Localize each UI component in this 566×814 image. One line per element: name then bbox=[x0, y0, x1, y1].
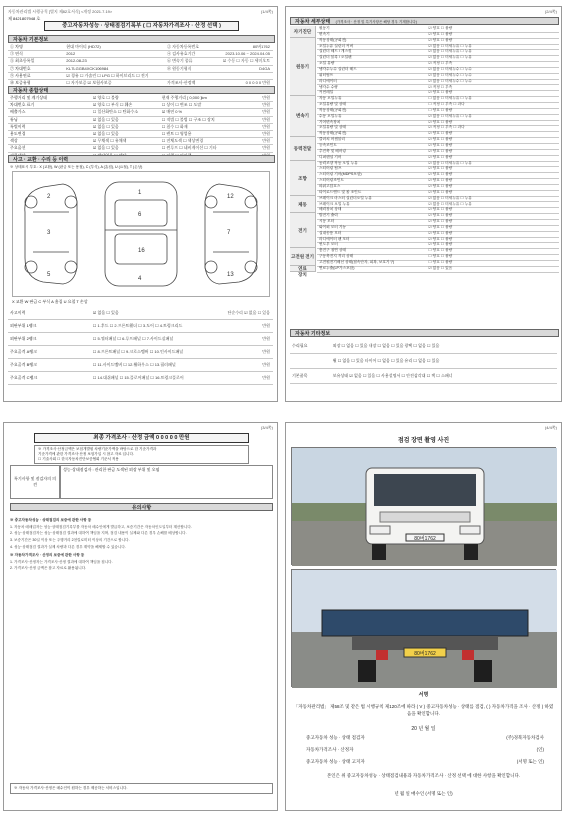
detail-item-status: ☑ 양호 ☐ 불량 bbox=[428, 37, 453, 42]
detail-item-label: 발전기 출력 bbox=[319, 213, 338, 218]
detail-item-status: ☑ 적정 ☐ 부족 ☐ 과다 bbox=[428, 125, 465, 130]
summary-detail: ☐ 상이 ☐ 변조 ☐ 도말 bbox=[161, 102, 202, 108]
signatory-role: 중고자동차 성능 · 상태 점검자 bbox=[306, 735, 365, 740]
vehicle-info-table bbox=[8, 44, 273, 87]
detail-item-label: 스티어링 펌프 bbox=[319, 166, 342, 171]
summary-label: 튜닝 bbox=[10, 116, 18, 122]
signatory-name: (주)경북자동차검사 bbox=[506, 735, 544, 740]
accident-note: ※ 상태표시 부호 : X (교환), W (판금 또는 용접), C (부식), A (흠집), U (요철), T (손상) bbox=[10, 165, 143, 169]
summary-row bbox=[8, 145, 273, 152]
vehicle-info-row bbox=[8, 58, 273, 65]
summary-detail: ☐ 렌트 ☐ 영업용 bbox=[161, 130, 192, 136]
summary-label: 특별이력 bbox=[10, 123, 26, 129]
field-value: KL7LGGB4XCK106984 bbox=[66, 65, 109, 71]
detail-item-label: 실린더 헤드 / 개스킷 bbox=[319, 49, 352, 54]
detail-row bbox=[317, 266, 559, 273]
accident-value-2: 단순수리 ☑ 없음 ☐ 있음 bbox=[227, 310, 270, 315]
page-2 bbox=[285, 6, 562, 402]
field-label-2: ② 자동차등록번호 bbox=[167, 44, 200, 49]
footer-note: ※ 자동차 가격조사·산정은 매수인이 원하는 경우 제공하는 서비스입니다. bbox=[10, 783, 273, 794]
detail-item-label: 시동 모터 bbox=[319, 219, 335, 224]
field-label: ⑦ 차대번호 bbox=[10, 65, 31, 71]
detail-item-label: 오일유량 및 상태 bbox=[319, 102, 346, 107]
price-note-line: 기준가격에 관한 가격조사·산정 보험가입 시 참고 자료 입니다. bbox=[38, 452, 134, 456]
detail-item-status: ☑ 없음 ☐ 미세누수 ☐ 누수 bbox=[428, 72, 472, 77]
final-price-title: 최종 가격조사 · 산정 금액 0 0 0 0 0 만원 bbox=[34, 433, 249, 443]
summary-price: 만원 bbox=[262, 123, 270, 129]
field-label-2: ⑧ 원동기형식 bbox=[167, 65, 192, 71]
signatory-role: 중고자동차 성능 · 상태 고지자 bbox=[306, 759, 365, 764]
detail-item-status: ☑ 양호 ☐ 불량 bbox=[428, 230, 453, 235]
other-info-section: 자동차 기타정보 bbox=[290, 329, 559, 337]
category-label: 제동 bbox=[290, 196, 316, 214]
field-label-2: ⑥ 변속기 종류 bbox=[167, 58, 193, 64]
summary-label: 용도변경 bbox=[10, 130, 26, 136]
summary-check: ☑ 없음 ☐ 있음 bbox=[92, 116, 119, 122]
accident-label: 주요골격 A랭크 bbox=[10, 349, 37, 354]
form-title: 중고자동차성능 · 상태점검기록부 ( ☐ 자동차가격조사 · 산정 선택 ) bbox=[44, 21, 239, 31]
summary-label: 차대번호 표기 bbox=[10, 102, 35, 108]
signatory-row bbox=[296, 759, 554, 771]
field-value-2: D4GA bbox=[259, 65, 270, 71]
category-label: 자기진단 bbox=[290, 26, 316, 38]
category-label: 연료 bbox=[290, 266, 316, 272]
signatory-name: (인) bbox=[536, 747, 544, 752]
detail-item-label: 오일누유 실린더 커버 bbox=[319, 43, 354, 48]
note-line: 3. 보증기간은 30일 이상 또는 주행거리 2천킬로미터 이상의 기간으로 합니다. bbox=[10, 538, 130, 543]
summary-price: 만원 bbox=[262, 130, 270, 136]
field-label: ⑩ 보증유형 bbox=[10, 79, 31, 85]
svg-text:7: 7 bbox=[227, 230, 231, 236]
signatory-row bbox=[296, 735, 554, 747]
summary-check: ☑ 없음 ☐ 있음 bbox=[92, 145, 119, 151]
category-label: 전기 bbox=[290, 213, 316, 248]
field-value-2: 80버1762 bbox=[252, 44, 270, 49]
front-plate-text: 80버1762 bbox=[414, 536, 436, 542]
detail-item-status: ☑ 없음 ☐ 미세누유 ☐ 누유 bbox=[428, 49, 472, 54]
rear-plate-text: 80버1762 bbox=[414, 651, 436, 657]
accident-row bbox=[8, 346, 273, 359]
accident-value: ☐ 14.대쉬패널 ☐ 15.플로어패널 ☐ 16.트렁크플로어 bbox=[92, 375, 184, 380]
detail-item-status: ☑ 적정 ☐ 부족 bbox=[428, 84, 453, 89]
other-info-row bbox=[290, 369, 557, 384]
summary-row bbox=[8, 124, 273, 131]
detail-item-status: ☑ 양호 ☐ 불량 bbox=[428, 154, 453, 159]
category-label: 조향 bbox=[290, 161, 316, 196]
accident-label: 외판부위 1랭크 bbox=[10, 323, 37, 328]
field-value: ☑ 경유 ☐ 가솔린 ☐ LPG ☐ 하이브리드 ☐ 전기 bbox=[66, 72, 149, 78]
notes-title: 유의사항 bbox=[10, 503, 273, 511]
accident-label: 주요골격 C랭크 bbox=[10, 375, 38, 380]
notes-text bbox=[10, 515, 271, 775]
detail-item-label: 디퍼렌셜 기어 bbox=[319, 154, 342, 159]
detail-item-status: ☐ 양호 ☐ 불량 bbox=[428, 254, 453, 259]
summary-detail: 현재 주행거리 [ 0,000 ]km bbox=[161, 95, 207, 100]
field-value-2: 0 0 0 0 0 만원 bbox=[245, 79, 270, 85]
accident-row bbox=[8, 333, 273, 346]
field-label-2: 가격조사·산정액 bbox=[167, 79, 196, 85]
photo-section-title: 점검 장면 촬영 사진 bbox=[397, 438, 450, 444]
detail-item-label: 실린더 블록 / 오일팬 bbox=[319, 55, 352, 60]
signatory-name: (서명 또는 인) bbox=[516, 759, 544, 764]
detail-item-label: 연료누출(LP가스포함) bbox=[319, 265, 355, 270]
svg-text:5: 5 bbox=[47, 272, 51, 278]
summary-table bbox=[8, 95, 273, 160]
summary-row bbox=[8, 109, 273, 116]
buyer-confirmation: 본인은 위 중고자동차성능 · 상태점검내용과 자동차가격조사 · 산정 선택 에 대한 사항을 확인합니다. bbox=[326, 773, 521, 778]
detail-item-status: ☐ 양호 ☐ 불량 bbox=[428, 248, 453, 253]
detail-item-label: 실내송풍 모터 bbox=[319, 230, 342, 235]
special-label: 특기사항 및 점검자의 의견 bbox=[10, 465, 60, 499]
accident-section: 사고 · 교환 · 수리 등 이력 bbox=[8, 155, 275, 163]
detail-item-status: ☑ 양호 ☐ 불량 bbox=[428, 31, 453, 36]
sign-title: 서명 bbox=[418, 692, 429, 698]
page-4 bbox=[285, 422, 562, 811]
detail-item-label: 커먼레일 bbox=[319, 90, 334, 95]
accident-value-2: 만원 bbox=[262, 375, 270, 380]
truck-rear-image bbox=[292, 570, 557, 688]
detail-item-label: 냉각수 수량 bbox=[319, 84, 338, 89]
summary-detail: ☐ 침수 ☐ 화재 bbox=[161, 123, 188, 129]
detail-item-label: 충전구 절연 상태 bbox=[319, 248, 346, 253]
detail-item-label: 고전원전기배선 상태(접속단자, 피복, 보호기구) bbox=[319, 260, 395, 264]
detail-item-status: ☐ 양호 ☐ 불량 bbox=[428, 260, 453, 264]
detail-item-status: ☑ 양호 ☐ 불량 bbox=[428, 219, 453, 224]
summary-price: 만원 bbox=[262, 102, 270, 108]
summary-check: ☑ 양호 ☐ 부식 ☐ 훼손 bbox=[92, 102, 133, 108]
accident-value: ☐ 8.프론트패널 ☐ 9.크로스멤버 ☐ 10.인사이드패널 bbox=[92, 349, 184, 354]
page-1 bbox=[3, 6, 278, 402]
other-value: 보유상태 ☑ 없음 ☐ 있음 ☐ 사용설명서 ☐ 안전삼각대 ☐ 잭 ☐ 스패너 bbox=[332, 373, 453, 378]
diagram-legend: X 교환 W 판금 C 부식 A 흠집 U 요철 T 손상 bbox=[12, 299, 88, 304]
svg-text:13: 13 bbox=[227, 272, 234, 278]
page-number: (4/4쪽) bbox=[544, 425, 557, 430]
detail-item-status: ☑ 없음 ☐ 미세누수 ☐ 누수 bbox=[428, 78, 472, 83]
page-number: (3/4쪽) bbox=[260, 425, 273, 430]
accident-value: ☐ 5.쿼터패널 ☐ 6.루프패널 ☐ 7.사이드실패널 bbox=[92, 336, 174, 341]
field-label: ⑤ 최초등록일 bbox=[10, 58, 35, 64]
svg-text:12: 12 bbox=[227, 194, 234, 200]
other-info-table bbox=[290, 339, 557, 384]
summary-row bbox=[8, 102, 273, 109]
accident-row bbox=[8, 320, 273, 333]
detail-item-label: 기어변속장치 bbox=[319, 119, 341, 124]
summary-detail: ☐ 전체도색 ☐ 색상변경 bbox=[161, 138, 204, 144]
detail-item-label: 작동상태(공회전) bbox=[319, 37, 347, 42]
vehicle-info-row bbox=[8, 73, 273, 80]
summary-section: 자동차 종합상태 bbox=[8, 86, 275, 94]
svg-text:4: 4 bbox=[138, 276, 142, 282]
page-3 bbox=[3, 422, 278, 811]
detail-item-label: 클러치 어셈블리 bbox=[319, 137, 345, 142]
summary-label: 색상 bbox=[10, 138, 18, 144]
category-label: 고전원 전기장치 bbox=[290, 248, 316, 266]
detail-item-status: ☑ 양호 ☐ 불량 bbox=[428, 224, 453, 229]
field-label: ① 차명 bbox=[10, 44, 23, 49]
detail-item-label: 라디에이터 bbox=[319, 78, 337, 83]
page-number: (2/4쪽) bbox=[544, 9, 557, 14]
detail-item-status: ☐ 양호 ☐ 불량 bbox=[428, 107, 453, 112]
detail-item-status: ☐ 적정 ☐ 부족 ☐ 과다 bbox=[428, 102, 465, 107]
detail-section bbox=[290, 17, 559, 25]
accident-row bbox=[8, 359, 273, 372]
detail-item-label: 배력장치 상태 bbox=[319, 207, 342, 212]
accident-row bbox=[8, 372, 273, 385]
summary-row bbox=[8, 117, 273, 124]
sign-date: 20 년 월 일 bbox=[411, 726, 436, 732]
category-label: 변속기 bbox=[290, 96, 316, 137]
detail-item-label: 냉각수누수 실린더 헤드 bbox=[319, 66, 357, 71]
accident-value-2: 만원 bbox=[262, 362, 270, 367]
buyer-signature-line: 년 월 일 매수인 (서명 또는 인) bbox=[394, 791, 453, 796]
detail-item-label: 와이퍼 모터 기능 bbox=[319, 224, 346, 229]
vehicle-info-section: 자동차 기본정보 bbox=[8, 35, 275, 43]
detail-item-label: 원동기 bbox=[319, 26, 330, 30]
svg-text:1: 1 bbox=[138, 190, 142, 196]
detail-item-status: ☑ 없음 ☐ 미세누유 ☐ 누유 bbox=[428, 43, 472, 48]
signatory-row bbox=[296, 747, 554, 759]
detail-section-title: 자동차 세부상태 bbox=[295, 19, 331, 25]
detail-item-status: ☑ 없음 ☐ 미세누유 ☐ 누유 bbox=[428, 160, 472, 165]
summary-detail: ☐ 적법 ☐ 불법 ☐ 구조 ☐ 장치 bbox=[161, 116, 215, 122]
other-info-row bbox=[290, 354, 557, 369]
summary-check: ☑ 없음 ☐ 있음 bbox=[92, 123, 119, 129]
summary-price: 만원 bbox=[262, 116, 270, 122]
special-text: 성능·상태점검자 : 관리한 판금 도색된 외장 부위 및 오염 bbox=[60, 465, 273, 499]
detail-item-status: ☑ 양호 ☐ 불량 bbox=[428, 148, 453, 153]
accident-value-2: 만원 bbox=[262, 323, 270, 328]
accident-label: 주요골격 B랭크 bbox=[10, 362, 37, 367]
detail-item-status: ☑ 양호 ☐ 불량 bbox=[428, 166, 453, 171]
document-number: 제 8421807948 호 bbox=[8, 16, 41, 21]
detail-item-status: ☑ 양호 ☐ 불량 bbox=[428, 189, 453, 194]
accident-value: ☐ 1.후드 ☐ 2.프론트휀더 ☐ 3.도어 ☐ 4.트렁크리드 bbox=[92, 323, 183, 328]
vehicle-info-row bbox=[8, 66, 273, 73]
other-label: 기본품목 bbox=[292, 373, 308, 378]
detail-item-label: 브레이크 오일 누유 bbox=[319, 201, 350, 206]
price-note-box bbox=[34, 445, 249, 464]
summary-label: 주요옵션 bbox=[10, 145, 26, 151]
detail-item-status: ☑ 양호 ☐ 불량 bbox=[428, 178, 453, 183]
detail-item-status: ☑ 양호 ☐ 불량 bbox=[428, 172, 453, 177]
accident-table bbox=[8, 307, 273, 385]
summary-check: ☑ 없음 ☐ 있음 bbox=[92, 130, 119, 136]
summary-price: 만원 bbox=[262, 95, 270, 100]
summary-detail: ☑ 매연 0 % bbox=[161, 109, 183, 115]
detail-item-status: ☑ 양호 ☐ 불량 bbox=[428, 131, 453, 136]
summary-check: ☑ 양호 ☐ 불량 bbox=[92, 95, 119, 100]
price-note-line: ☐ 기술사회 ☐ 한국자동차진단보증협회 기준서 적용 bbox=[38, 457, 119, 461]
note-line: 1. 자동차 매매업자는 성능·상태점검기록부를 자동차 매수인에게 발급하고, 보증기간은 자동차인도일부터 계산합니다. bbox=[10, 524, 192, 529]
detail-item-label: 작동상태(공회전) bbox=[319, 107, 347, 112]
accident-value: ☐ 11.사이드멤버 ☐ 12.휠하우스 ☐ 13.필러패널 bbox=[92, 362, 176, 367]
detail-item-status: ☑ 양호 ☐ 불량 bbox=[428, 26, 453, 30]
signatory-role: 자동차가격조사 · 산정자 bbox=[306, 747, 354, 752]
detail-item-label: 구동축전지 격리 상태 bbox=[319, 254, 354, 259]
summary-row bbox=[8, 95, 273, 102]
detail-item-status: ☑ 양호 ☐ 불량 bbox=[428, 143, 453, 147]
car-outline-diagram bbox=[13, 172, 269, 296]
summary-label: 주행거리 및 계기상태 bbox=[10, 95, 47, 100]
summary-label: 배출가스 bbox=[10, 109, 26, 115]
category-label: 동력전달 bbox=[290, 137, 316, 160]
detail-item-status: ☑ 없음 ☐ 미세누유 ☐ 누유 bbox=[428, 113, 472, 118]
detail-table bbox=[290, 26, 559, 326]
detail-item-label: 스티어링조인트 bbox=[319, 178, 344, 183]
svg-text:16: 16 bbox=[138, 248, 145, 254]
field-label-2: ④ 검사유효기간 bbox=[167, 51, 196, 57]
svg-text:6: 6 bbox=[138, 212, 142, 218]
other-info-row bbox=[290, 339, 557, 354]
summary-row bbox=[8, 131, 273, 138]
detail-item-label: 라디에이터 팬 모터 bbox=[319, 236, 350, 241]
accident-value-2: 만원 bbox=[262, 349, 270, 354]
detail-item-status: ☑ 양호 ☐ 불량 bbox=[428, 236, 453, 241]
detail-item-label: 오일유량 및 상태 bbox=[319, 125, 346, 130]
field-value: 2012-08-23 bbox=[66, 58, 87, 64]
other-label: 수리필요 bbox=[292, 343, 308, 348]
detail-item-label: 워터펌프 bbox=[319, 72, 334, 77]
field-label: ③ 연식 bbox=[10, 51, 23, 57]
detail-item-status: ☑ 양호 ☐ 불량 bbox=[428, 183, 453, 188]
summary-detail: ☐ 썬루프 ☐ 네비게이션 ☐ 기타 bbox=[161, 145, 217, 151]
svg-text:2: 2 bbox=[47, 194, 51, 200]
summary-price: 만원 bbox=[262, 145, 270, 151]
detail-item-status: ☑ 양호 ☐ 불량 bbox=[428, 137, 453, 142]
accident-row bbox=[8, 307, 273, 320]
detail-item-label: 변속기 bbox=[319, 31, 330, 36]
note-line: ※ 중고자동차성능 · 상태점검의 보증에 관한 사항 등 bbox=[10, 518, 92, 522]
truck-rear-photo bbox=[291, 569, 556, 687]
price-note-line: ※ 가격조사·산정금액은 보험개발원 차량기준가액을 바탕으로 한 기준가격과 bbox=[38, 447, 157, 451]
detail-item-label: 작동상태(공회전) bbox=[319, 131, 347, 136]
note-line: 4. 성능·상태점검 결과가 실제 차량과 다른 경우 계약을 해제할 수 있습니다. bbox=[10, 544, 126, 549]
detail-item-status: ☑ 없음 ☐ 있음 bbox=[428, 265, 453, 270]
detail-item-status: ☑ 적정 ☐ 부족 bbox=[428, 61, 453, 66]
note-line: ※ 자동차가격조사 · 산정의 보증에 관한 사항 등 bbox=[10, 553, 85, 558]
detail-item-label: 스티어링 기어(MDPS포함) bbox=[319, 172, 362, 177]
detail-item-status: ☑ 양호 ☐ 불량 bbox=[428, 213, 453, 218]
summary-check: ☑ 무채색 ☐ 유채색 bbox=[92, 138, 127, 144]
detail-section-note: (가격조사 · 산정 및 특기사항은 해당 경우 기재합니다) bbox=[335, 20, 417, 24]
detail-item-label: 오일 유량 bbox=[319, 61, 335, 66]
detail-item-status: ☑ 양호 ☐ 불량 bbox=[428, 242, 453, 247]
note-line: 2. 성능·상태점검자는 성능·상태점검 결과에 대하여 책임을 지며, 점검 내용이 실제와 다른 경우 손해를 배상합니다. bbox=[10, 531, 187, 536]
summary-row bbox=[8, 138, 273, 145]
accident-value-2: 만원 bbox=[262, 336, 270, 341]
accident-label: 사고이력 bbox=[10, 310, 26, 315]
field-value-2: ☑ 수동 ☐ 자동 ☐ 세미오토 bbox=[222, 58, 270, 64]
svg-text:3: 3 bbox=[47, 230, 51, 236]
page-number: (1/4쪽) bbox=[260, 9, 273, 14]
category-label: 원동기 bbox=[290, 38, 316, 97]
detail-item-status: ☑ 양호 ☐ 불량 bbox=[428, 119, 453, 124]
detail-item-label: 윈도우 모터 bbox=[319, 242, 338, 247]
detail-item-status: ☑ 양호 ☐ 불량 bbox=[428, 207, 453, 212]
vehicle-info-row bbox=[8, 44, 273, 51]
detail-item-status: ☐ 없음 ☐ 미세누유 ☐ 누유 bbox=[428, 96, 472, 101]
summary-price: 만원 bbox=[262, 109, 270, 115]
page-header: 자동차관리법 시행규칙 [별지 제82호서식] <개정 2021.7.19> bbox=[8, 9, 113, 14]
accident-label: 외판부위 2랭크 bbox=[10, 336, 37, 341]
truck-front-photo bbox=[291, 447, 556, 565]
summary-check: ☐ 일산화탄소 ☐ 탄화수소 bbox=[92, 109, 139, 115]
detail-item-label: 파워고압호스 bbox=[319, 183, 341, 188]
field-label: ⑨ 사용연료 bbox=[10, 72, 31, 78]
field-value: 현대 마이티 (HD72) bbox=[66, 44, 101, 49]
detail-item-label: 등속조인트 bbox=[319, 143, 337, 147]
detail-item-label: 동력조향 작동 오일 누유 bbox=[319, 160, 358, 165]
detail-item-label: 자동 오일누유 bbox=[319, 96, 342, 101]
detail-item-label: 수동 오일누유 bbox=[319, 113, 342, 118]
vehicle-diagram bbox=[12, 171, 270, 297]
signatory-list bbox=[296, 735, 554, 771]
detail-item-label: 타이로드엔드 및 볼 조인트 bbox=[319, 189, 362, 194]
detail-item-status: ☑ 양호 ☐ 불량 bbox=[428, 90, 453, 95]
detail-item-label: 추진축 및 베어링 bbox=[319, 148, 346, 153]
note-line: 1. 가격조사·산정자는 가격조사·산정 결과에 대하여 책임을 집니다. bbox=[10, 559, 113, 564]
sign-statement: 「자동차관리법」 제58조 및 같은 법 시행규칙 제120조에 따라 ( V ) 중고자동차성능 · 상태를 점검, ( ) 자동차가격을 조사 · 산정 ) 하였음을 확인합니다. bbox=[293, 704, 554, 716]
detail-item-status: ☑ 없음 ☐ 미세누유 ☐ 누유 bbox=[428, 195, 472, 200]
truck-front-image bbox=[292, 448, 557, 566]
detail-item-status: ☑ 없음 ☐ 미세누수 ☐ 누수 bbox=[428, 66, 472, 71]
detail-item-status: ☑ 없음 ☐ 미세누유 ☐ 누유 bbox=[428, 55, 472, 60]
note-line: 2. 가격조사·산정 금액은 참고 자료로 활용됩니다. bbox=[10, 566, 87, 571]
detail-item-label: 브레이크 마스터 실린더오일 누유 bbox=[319, 195, 372, 200]
detail-item-status: ☑ 없음 ☐ 미세누유 ☐ 누유 bbox=[428, 201, 472, 206]
accident-value: ☑ 없음 ☐ 있음 bbox=[92, 310, 119, 315]
summary-price: 만원 bbox=[262, 138, 270, 144]
other-value: 휠 ☐ 없음 ☐ 있음 타이어 ☐ 없음 ☐ 있음 유리 ☐ 없음 ☐ 있음 bbox=[332, 358, 440, 363]
other-value: 외장 ☐ 없음 ☐ 있음 내장 ☐ 없음 ☐ 있음 광택 ☐ 없음 ☐ 있음 bbox=[332, 343, 440, 348]
field-value: ☐ 자가보증 ☑ 보험사보증 bbox=[66, 79, 112, 85]
field-value: 2012 bbox=[66, 51, 76, 57]
field-value-2: 2023.10.06 ~ 2024.04.05 bbox=[225, 51, 270, 57]
